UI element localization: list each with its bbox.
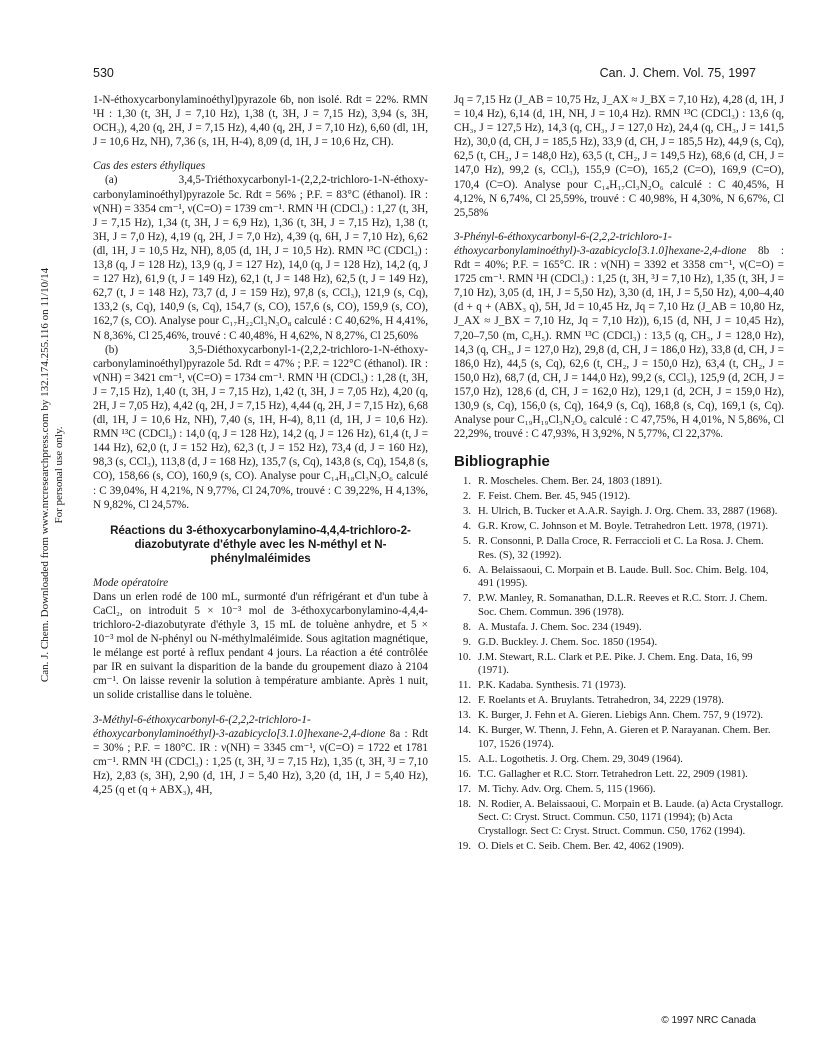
reference-item: [454, 798, 784, 839]
reference-text: P.W. Manley, R. Somanathan, D.L.R. Reeves et R.C. Storr. J. Chem. Soc. Chem. Commun. 396 (1978).: [478, 593, 768, 618]
compound-8a-paragraph: [93, 713, 428, 798]
compound-8a-name: 3-Méthyl-6-éthoxycarbonyl-6-(2,2,2-trichloro-1-éthoxycarbonylaminoéthyl)-3-azabicyclo[3.1.0]hexane-2,4-dione: [93, 713, 386, 740]
left-column: [93, 93, 428, 797]
reference-number: 11.: [458, 680, 471, 692]
reference-text: T.C. Gallagher et R.C. Storr. Tetrahedron Lett. 22, 2909 (1981).: [478, 768, 748, 780]
reference-item: [454, 768, 784, 782]
reference-text: M. Tichy. Adv. Org. Chem. 5, 115 (1966).: [478, 783, 656, 795]
section-heading: Réactions du 3-éthoxycarbonylamino-4,4,4-trichloro-2-diazobutyrate d'éthyle avec les N-méthyl et N-phénylmaléimides: [110, 523, 411, 565]
reference-item: [454, 564, 784, 591]
reference-item: [454, 753, 784, 767]
reference-text: A.L. Logothetis. J. Org. Chem. 29, 3049 (1964).: [478, 753, 683, 765]
right-column: [454, 93, 784, 855]
reference-number: 8.: [463, 621, 471, 633]
bibliography-heading: Bibliographie: [454, 453, 550, 471]
reference-text: F. Roelants et A. Bruylants. Tetrahedron, 34, 2229 (1978).: [478, 695, 724, 707]
reference-item: [454, 679, 784, 693]
watermark-line-1: Can. J. Chem. Downloaded from www.nrcresearchpress.com by 132.174.255.116 on 11/10/14: [39, 267, 51, 683]
reference-number: 2.: [463, 491, 471, 503]
reference-text: R. Consonni, P. Dalla Croce, R. Ferraccioli et C. La Rosa. J. Chem. Res. (S), 32 (1992).: [478, 536, 764, 561]
reference-number: 6.: [463, 564, 471, 576]
procedure-paragraph: Dans un erlen rodé de 100 mL, surmonté d'un réfrigérant et d'un tube à CaCl₂, on introduit 5 × 10⁻³ mol de 3-éthoxycarbonylamino-4,4,4-trichloro-2-diazobutyrate d'éthyle 3, 15 mL de toluène anhydre, et 5 × 10⁻³ mol de N-phényl ou N-méthylmaléimide. Sous agitation magnétique, le mélange est porté à reflux pendant 4 jours. La réaction a été contrôlée par IR en suivant la disparition de la bande du groupement diazo à 2104 cm⁻¹. On laisse revenir la solution à température ambiante. Après 1 nuit, un solide cristallise dans le toluène.: [93, 590, 428, 702]
reference-text: A. Belaissaoui, C. Morpain et B. Laude. Bull. Soc. Chim. Belg. 104, 491 (1995).: [478, 564, 769, 590]
reference-text: O. Diels et C. Seib. Chem. Ber. 42, 4062 (1909).: [478, 840, 684, 852]
reference-number: 14.: [457, 725, 471, 737]
journal-citation: Can. J. Chem. Vol. 75, 1997: [599, 66, 756, 80]
reference-text: G.R. Krow, C. Johnson et M. Boyle. Tetrahedron Lett. 1978, (1971).: [478, 521, 768, 533]
reference-text: F. Feist. Chem. Ber. 45, 945 (1912).: [478, 491, 631, 503]
compound-8b-paragraph: [454, 230, 784, 441]
copyright-notice: © 1997 NRC Canada: [661, 1015, 756, 1026]
reference-number: 7.: [463, 593, 471, 605]
download-watermark: [40, 265, 64, 685]
reference-number: 15.: [457, 753, 471, 765]
reference-number: 18.: [457, 798, 471, 810]
reference-number: 5.: [463, 536, 471, 548]
reference-number: 12.: [457, 695, 471, 707]
reference-text: A. Mustafa. J. Chem. Soc. 234 (1949).: [478, 621, 642, 633]
ethyl-esters-subtitle: Cas des esters éthyliques: [93, 160, 206, 173]
reference-list: [454, 475, 784, 853]
compound-5c-paragraph: (a) 3,4,5-Triéthoxycarbonyl-1-(2,2,2-trichloro-1-N-éthoxy-carbonylaminoéthyl)pyrazole 5c. Rdt = 56% ; P.F. = 83°C (éthanol). IR : ν(NH) = 3354 cm⁻¹, ν(C=O) = 1739 cm⁻¹. RMN ¹H (CDCl₃) : 1,27 (t, 3H, J = 7,15 Hz), 1,34 (t, 3H, J = 6,9 Hz), 1,36 (t, 3H, J = 7,15 Hz), 1,38 (t, 3H, J = 7,0 Hz), 4,19 (q, 2H, J = 7,0 Hz), 4,39 (q, 6H, J = 7,10 Hz), 6,62 (dl, 1H, J = 10,5 Hz, NH), 8,05 (d, 1H, J = 10,5 Hz). RMN ¹³C (CDCl₃) : 13,8 (q, J = 128 Hz), 13,9 (q, J = 127 Hz), 14,0 (q, J = 128 Hz), 14,2 (q, J = 127 Hz), 61,9 (t, J = 149 Hz), 62,1 (t, J = 148 Hz), 62,5 (t, J = 149 Hz), 62,7 (t, J = 148 Hz), 73,7 (d, J = 159 Hz), 97,8 (s, CCl₃), 121,9 (s, Cq), 133,2 (s, Cq), 140,9 (s, Cq), 154,7 (s, CO), 157,6 (s, CO), 159,9 (s, CO), 162,7 (s, CO). Analyse pour C₁₇H₂₂Cl₃N₃O₈ calculé : C 40,62%, H 4,41%, N 8,36%, Cl 25,46%, trouvé : C 40,48%, H 4,62%, N 8,27%, Cl 25,60%: [93, 174, 428, 342]
reference-number: 13.: [457, 710, 471, 722]
reference-number: 9.: [463, 636, 471, 648]
reference-text: N. Rodier, A. Belaissaoui, C. Morpain et B. Laude. (a) Acta Crystallogr. Sect. C: Cryst. Struct. Commun. C50, 1171 (1994); (b) Acta Crystallogr. Sect C: Cryst. Struct. Commun. C50, 1762 (1994).: [478, 798, 784, 837]
reference-item: [454, 709, 784, 723]
page-number: 530: [93, 66, 114, 80]
reference-number: 1.: [463, 476, 471, 488]
reference-item: [454, 783, 784, 797]
reference-number: 4.: [463, 521, 471, 533]
compound-8b-data: 8b : Rdt = 40%; P.F. = 165°C. IR : ν(NH) = 3392 et 3358 cm⁻¹, ν(C=O) = 1725 cm⁻¹. RMN ¹H (CDCl₃) : 1,25 (t, 3H, ³J = 7,10 Hz), 1,35 (t, 3H, J = 7,10 Hz), 3,05 (d, 1H, J = 5,50 Hz), 3,30 (d, 1H, J = 5,50 Hz), 4,00–4,40 (d + q + (ABX₃ q), 5H, Jd = 10,45 Hz, Jq = 7,10 Hz (J_AB = 10,80 Hz, J_AX ≈ J_BX = 7,10 Hz, Jq = 7,10 Hz)), 6,15 (d, NH, J = 10,45 Hz), 7,20–7,50 (m, C₆H₅). RMN ¹³C (CDCl₃) : 13,5 (q, CH₃, J = 128,0 Hz), 14,3 (q, CH₃, J = 127,0 Hz), 29,8 (d, CH, J = 186,0 Hz), 33,8 (d, CH, J = 186,0 Hz), 44,5 (s, Cq), 62,6 (t, CH₂, J = 150,0 Hz), 63,4 (t, CH₂, J = 150,0 Hz), 68,7 (d, CH, J = 144,0 Hz), 99,2 (s, CCl₃), 125,9 (d, 2CH, J = 157,0 Hz), 128,6 (d, CH, J = 162,0 Hz), 129,1 (d, 2CH, J = 159,0 Hz), 130,9 (s, Cq), 156,0 (s, Cq), 164,9 (s, Cq), 168,8 (s, Cq), 169,1 (s, Cq). Analyse pour C₁₉H₁₉Cl₃N₂O₆ calculé : C 47,75%, H 4,01%, N 5,86%, Cl 22,29%, trouvé : C 47,93%, H 3,92%, N 5,77%, Cl 22,37%.: [454, 244, 785, 441]
reference-item: [454, 621, 784, 635]
compound-8a-continued: Jq = 7,15 Hz (J_AB = 10,75 Hz, J_AX ≈ J_BX = 7,10 Hz), 4,28 (d, 1H, J = 10,4 Hz), 6,14 (d, 1H, NH, J = 10,4 Hz). RMN ¹³C (CDCl₃) : 13,6 (q, CH₃, J = 127,5 Hz), 14,3 (q, CH₃, J = 127,0 Hz), 24,4 (q, CH₃, J = 141,5 Hz), 30,0 (d, CH, J = 185,5 Hz), 33,9 (d, CH, J = 185,5 Hz), 44,9 (s, Cq), 62,5 (t, CH₂, J = 148,0 Hz), 63,5 (t, CH₂, J = 149,5 Hz), 68,6 (d, CH, J = 147,0 Hz), 99,2 (s, CCl₃), 155,9 (C=O), 165,2 (C=O), 169,9 (C=O), 170,4 (C=O). Analyse pour C₁₄H₁₇Cl₃N₂O₆ calculé : C 40,45%, H 4,12%, N 6,74%, Cl 25,59%, trouvé : C 40,98%, H 4,30%, N 6,67%, Cl 25,58%: [454, 94, 784, 219]
reference-number: 10.: [457, 651, 471, 663]
reference-item: [454, 592, 784, 619]
reference-number: 16.: [457, 768, 471, 780]
reference-number: 3.: [463, 506, 471, 518]
reference-text: K. Burger, W. Thenn, J. Fehn, A. Gieren et P. Narayanan. Chem. Ber. 107, 1526 (1974).: [478, 725, 771, 750]
reference-item: [454, 636, 784, 650]
reference-item: [454, 475, 784, 489]
reference-text: G.D. Buckley. J. Chem. Soc. 1850 (1954).: [478, 636, 658, 648]
compound-8a-data: 8a : Rdt = 30% ; P.F. = 180°C. IR : ν(NH) = 3345 cm⁻¹, ν(C=O) = 1722 et 1781 cm⁻¹. RMN ¹H (CDCl₃) : 1,25 (t, 3H, ³J = 7,15 Hz), 1,35 (t, 3H, ³J = 7,10 Hz), 2,83 (s, 3H), 2,90 (d, 1H, J = 5,40 Hz), 3,20 (d, 1H, J = 5,40 Hz), 4,25 (q et (q + ABX₃), 4H,: [93, 727, 428, 797]
reference-item: [454, 535, 784, 562]
reference-text: P.K. Kadaba. Synthesis. 71 (1973).: [478, 680, 627, 692]
reference-text: R. Moscheles. Chem. Ber. 24, 1803 (1891).: [478, 476, 663, 488]
reference-text: H. Ulrich, B. Tucker et A.A.R. Sayigh. J. Org. Chem. 33, 2887 (1968).: [478, 506, 778, 518]
reference-item: [454, 505, 784, 519]
reference-item: [454, 651, 784, 678]
reference-number: 17.: [457, 783, 471, 795]
reference-item: [454, 490, 784, 504]
compound-8b-name: 3-Phényl-6-éthoxycarbonyl-6-(2,2,2-trichloro-1-éthoxycarbonylaminoéthyl)-3-azabicyclo[3.1.0]hexane-2,4-dione: [454, 230, 747, 257]
reference-item: [454, 694, 784, 708]
reference-number: 19.: [457, 840, 471, 852]
compound-5d-paragraph: (b) 3,5-Diéthoxycarbonyl-1-(2,2,2-trichloro-1-N-éthoxy-carbonylaminoéthyl)pyrazole 5d. Rdt = 47% ; P.F. = 122°C (éthanol). IR : ν(NH) = 3421 cm⁻¹, ν(C=O) = 1734 cm⁻¹. RMN ¹H (CDCl₃) : 1,28 (t, 3H, J = 7,15 Hz), 1,40 (t, 3H, J = 7,15 Hz), 1,42 (t, 3H, J = 7,05 Hz), 4,20 (q, 2H, J = 7,05 Hz), 4,42 (q, 2H, J = 7,15 Hz), 4,44 (q, 2H, J = 7,15 Hz), 6,68 (dl, 1H, J = 10,6 Hz, NH), 7,40 (s, 1H, H-4), 8,11 (d, 1H, J = 10,6 Hz). RMN ¹³C (CDCl₃) : 14,0 (q, J = 128 Hz), 14,2 (q, J = 126 Hz), 61,4 (t, J = 144 Hz), 62,0 (t, J = 152 Hz), 62,3 (t, J = 152 Hz), 73,4 (d, J = 160 Hz), 98,3 (s, CCl₃), 113,8 (d, J = 168 Hz), 135,7 (s, Cq), 143,8 (s, Cq), 154,8 (s, CO), 158,66 (s, CO), 160,9 (s, CO). Analyse pour C₁₄H₁₈Cl₃N₃O₆ calculé : C 39,04%, H 4,21%, N 9,77%, Cl 24,70%, trouvé : C 39,22%, H 4,13%, N 9,82%, Cl 24,57%.: [93, 343, 428, 511]
reference-item: [454, 724, 784, 751]
reference-text: J.M. Stewart, R.L. Clark et P.E. Pike. J. Chem. Eng. Data, 16, 99 (1971).: [478, 651, 753, 677]
reference-item: [454, 520, 784, 534]
reference-text: K. Burger, J. Fehn et A. Gieren. Liebigs Ann. Chem. 757, 9 (1972).: [478, 710, 764, 722]
reference-item: [454, 840, 784, 854]
watermark-line-2: For personal use only.: [53, 426, 65, 524]
compound-6b-paragraph: 1-N-éthoxycarbonylaminoéthyl)pyrazole 6b, non isolé. Rdt = 22%. RMN ¹H : 1,30 (t, 3H, J = 7,10 Hz), 1,38 (t, 3H, J = 7,15 Hz), 3,94 (s, 3H, OCH₃), 4,20 (q, 2H, J = 7,15 Hz), 4,40 (q, 2H, J = 7,10 Hz), 6,60 (dl, 1H, J = 10,6 Hz, NH), 7,36 (s, 1H, H-4), 8,09 (d, 1H, J = 10,6 Hz, CH).: [93, 94, 428, 149]
procedure-subtitle: Mode opératoire: [93, 576, 169, 589]
